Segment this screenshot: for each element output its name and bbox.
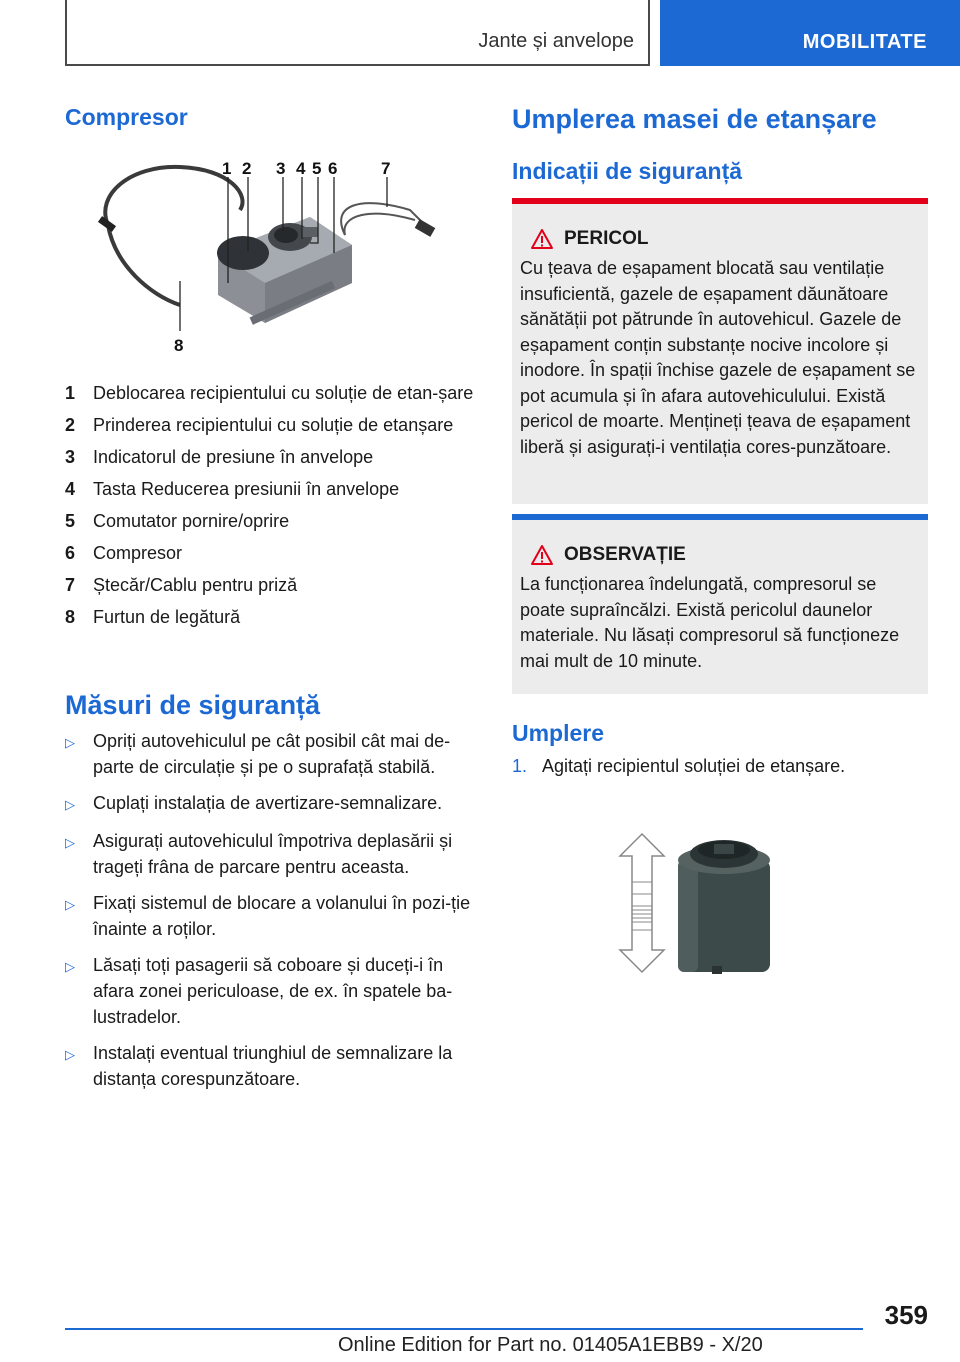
legend-item: 2 Prinderea recipientului cu soluție de etanșare (65, 415, 454, 435)
notice-box (512, 514, 928, 694)
notice-bar (512, 514, 928, 520)
danger-box (512, 198, 928, 504)
figure-label-6: 6 (328, 159, 338, 178)
step-item (512, 756, 845, 777)
legend-item: 6 Compresor (65, 543, 183, 563)
legend-item: 1 Deblocarea recipientului cu soluție de etan‐șare (65, 383, 474, 403)
safety-bullet-list (65, 728, 480, 1102)
list-item: ▷ Asigurați autovehiculul împotriva deplasării și trageți frâna de parcare pentru aceasta. (65, 828, 480, 880)
step-number: 1. (512, 756, 528, 776)
triangle-bullet-icon: ▷ (65, 735, 75, 750)
figure-label-7: 7 (381, 159, 391, 178)
page-number: 359 (884, 1300, 928, 1330)
notice-text: La funcționarea îndelungată, compresorul se poate supraîncălzi. Există pericolul daunelor materiale. Nu lăsați compresorul să funcționeze mai mult de 10 minute. (520, 574, 900, 671)
triangle-bullet-icon: ▷ (65, 959, 75, 974)
main-title: Umplerea masei de etanșare (512, 104, 877, 134)
figure-label-5: 5 (312, 159, 322, 178)
warning-triangle-icon (530, 544, 554, 566)
danger-text: Cu țeava de eșapament blocată sau ventilație insuficientă, gazele de eșapament dăunătoare sănătății pot pătrunde în autovehicul. Gazele de eșapament conțin substanțe nocive incolore și inodore. În spații închise gazele de eșapament se pot acumula și în afara autovehiculului. Există pericol de moarte. Mențineți țeava de eșapament liberă și asigurați-i ventilația cores‐punzătoare. (520, 258, 916, 457)
figure-label-8: 8 (174, 336, 184, 355)
list-item: ▷ Instalați eventual triunghiul de semnalizare la distanța corespunzătoare. (65, 1040, 480, 1092)
legend-item: 3 Indicatorul de presiune în anvelope (65, 447, 374, 467)
danger-bar (512, 198, 928, 204)
figure-label-1: 1 (222, 159, 232, 178)
legend-item: 4 Tasta Reducerea presiunii în anvelope (65, 479, 400, 499)
list-item: ▷ Lăsați toți pasagerii să coboare și duceți-i în afara zonei periculoase, de ex. în spatele ba‐lustradelor. (65, 952, 480, 1030)
list-item: ▷ Fixați sistemul de blocare a volanului în pozi‐ție înainte a roților. (65, 890, 480, 942)
legend-item: 7 Ștecăr/Cablu pentru priză (65, 575, 298, 595)
header-section-box (65, 0, 650, 66)
component-legend (65, 380, 480, 636)
compressor-illustration (90, 155, 440, 360)
triangle-bullet-icon: ▷ (65, 835, 75, 850)
footer-divider (65, 1328, 863, 1330)
list-item: ▷ Opriți autovehiculul pe cât posibil cât mai de‐parte de circulație și pe o suprafață stabilă. (65, 728, 480, 780)
fill-title: Umplere (512, 720, 605, 746)
triangle-bullet-icon: ▷ (65, 897, 75, 912)
header-chapter-label: MOBILITATE (802, 31, 927, 53)
edition-text: Online Edition for Part no. 01405A1EBB9 - X/20 (338, 1334, 763, 1356)
legend-item: 8 Furtun de legătură (65, 607, 241, 627)
legend-item: 5 Comutator pornire/oprire (65, 511, 290, 531)
safety-measures-title: Măsuri de siguranță (65, 690, 321, 720)
figure-label-4: 4 (296, 159, 306, 178)
header-section-label: Jante și anvelope (478, 30, 634, 52)
warning-triangle-icon (530, 228, 554, 250)
compressor-title: Compresor (65, 104, 188, 130)
step-text: Agitați recipientul soluției de etanșare. (542, 756, 846, 776)
header-chapter-tab (660, 0, 960, 66)
figure-label-2: 2 (242, 159, 252, 178)
triangle-bullet-icon: ▷ (65, 1047, 75, 1062)
safety-notes-title: Indicații de siguranță (512, 158, 743, 184)
notice-title: OBSERVAȚIE (564, 544, 686, 565)
shake-bottle-illustration (612, 830, 782, 980)
list-item: ▷ Cuplați instalația de avertizare-semnalizare. (65, 790, 480, 818)
danger-title: PERICOL (564, 228, 649, 249)
figure-label-3: 3 (276, 159, 286, 178)
triangle-bullet-icon: ▷ (65, 797, 75, 812)
